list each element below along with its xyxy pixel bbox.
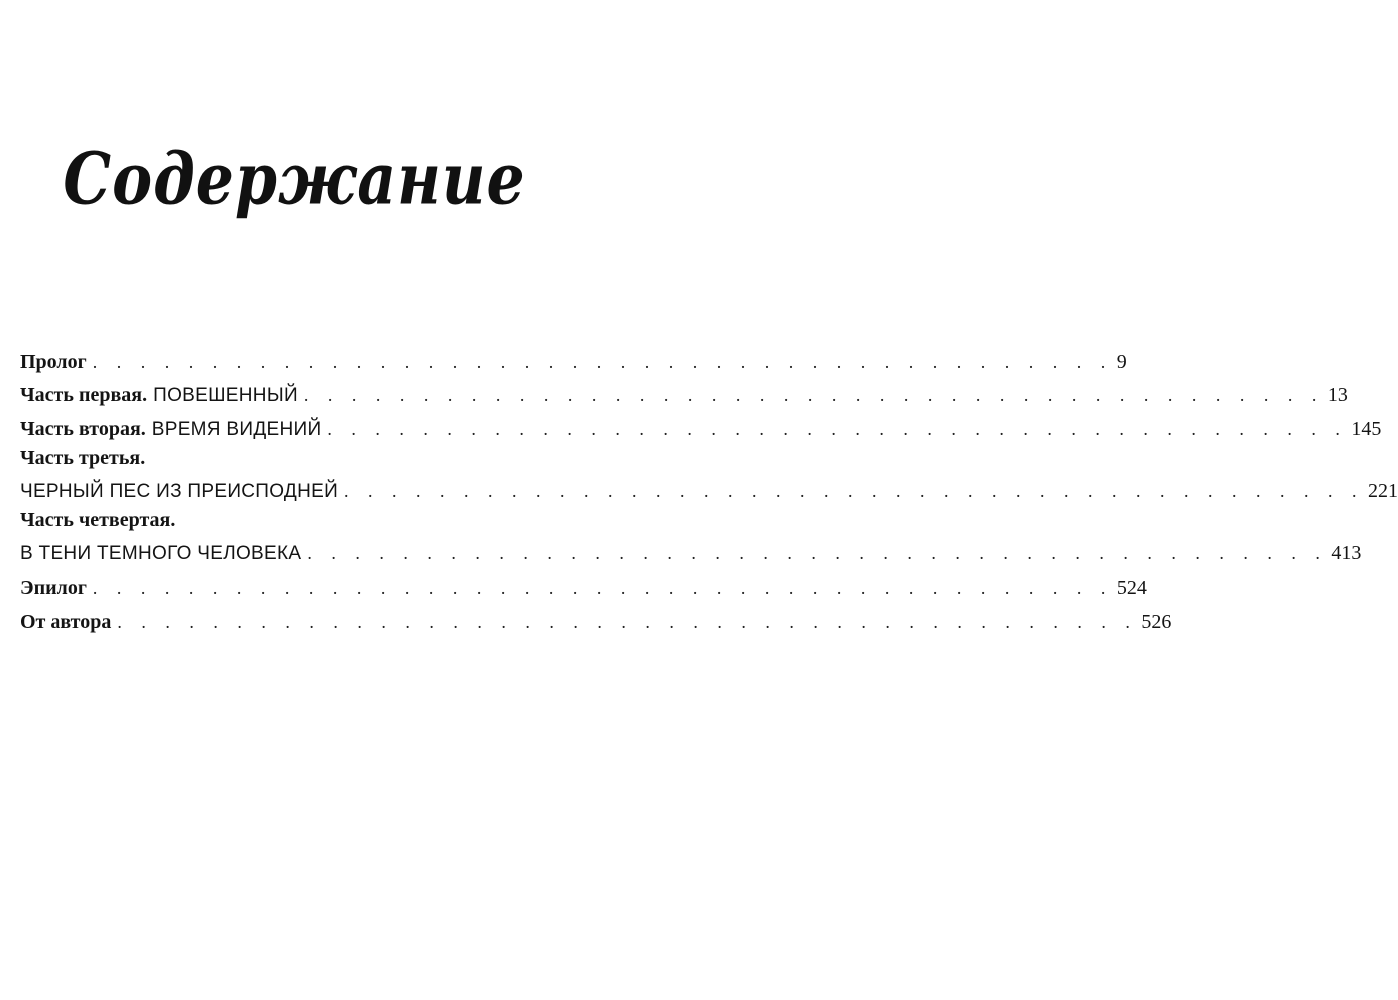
toc-label: От автора — [20, 611, 112, 633]
toc-part-title: В ТЕНИ ТЕМНОГО ЧЕЛОВЕКА — [20, 543, 302, 564]
page-title: Содержание — [63, 138, 526, 222]
dot-leader: . . . . . . . . . . . . . . . . . . . . . . . . . . . . . . . . . . . . . . . . . . . — [303, 385, 1324, 405]
toc-part-title: ВРЕМЯ ВИДЕНИЙ — [151, 419, 322, 440]
toc-entry-part-3[interactable] — [20, 476, 1398, 510]
toc-entry-part-2[interactable] — [20, 414, 1382, 448]
toc-entry-epilog[interactable] — [20, 572, 1147, 606]
toc-part-title: ЧЕРНЫЙ ПЕС ИЗ ПРЕИСПОДНЕЙ — [20, 481, 339, 502]
table-of-contents — [20, 346, 1398, 640]
toc-entry-part-3-heading[interactable] — [20, 448, 522, 476]
toc-entry-part-4-heading[interactable] — [20, 510, 522, 538]
toc-entry-part-1[interactable] — [20, 380, 1348, 414]
dot-leader: . . . . . . . . . . . . . . . . . . . . . . . . . . . . . . . . . . . . . . . . . . . — [92, 578, 1113, 598]
toc-entry-prolog[interactable] — [20, 346, 1127, 380]
dot-leader: . . . . . . . . . . . . . . . . . . . . . . . . . . . . . . . . . . . . . . . . . . . — [92, 352, 1113, 372]
toc-page-number: 413 — [1331, 542, 1362, 564]
toc-part-label: Часть первая. — [20, 384, 148, 406]
dot-leader: . . . . . . . . . . . . . . . . . . . . . . . . . . . . . . . . . . . . . . . . . . . — [344, 481, 1365, 501]
dot-leader: . . . . . . . . . . . . . . . . . . . . . . . . . . . . . . . . . . . . . . . . . . . — [327, 419, 1348, 439]
toc-page-number: 13 — [1327, 384, 1348, 406]
toc-part-label: Часть третья. — [20, 447, 146, 469]
toc-part-label: Часть четвертая. — [20, 509, 176, 531]
toc-page-number: 526 — [1141, 611, 1172, 633]
toc-part-title: ПОВЕШЕННЫЙ — [153, 385, 298, 406]
toc-entry-author-note[interactable] — [20, 606, 1172, 640]
toc-page-number: 9 — [1116, 351, 1127, 373]
dot-leader: . . . . . . . . . . . . . . . . . . . . . . . . . . . . . . . . . . . . . . . . . . . — [307, 543, 1328, 563]
toc-label: Эпилог — [20, 577, 87, 599]
toc-label: Пролог — [20, 351, 87, 373]
toc-page-number: 145 — [1351, 418, 1382, 440]
toc-page-number: 524 — [1116, 577, 1147, 599]
toc-part-label: Часть вторая. — [20, 418, 146, 440]
toc-page-number: 221 — [1368, 480, 1398, 502]
dot-leader: . . . . . . . . . . . . . . . . . . . . . . . . . . . . . . . . . . . . . . . . . . . — [117, 612, 1138, 632]
toc-entry-part-4[interactable] — [20, 538, 1362, 572]
